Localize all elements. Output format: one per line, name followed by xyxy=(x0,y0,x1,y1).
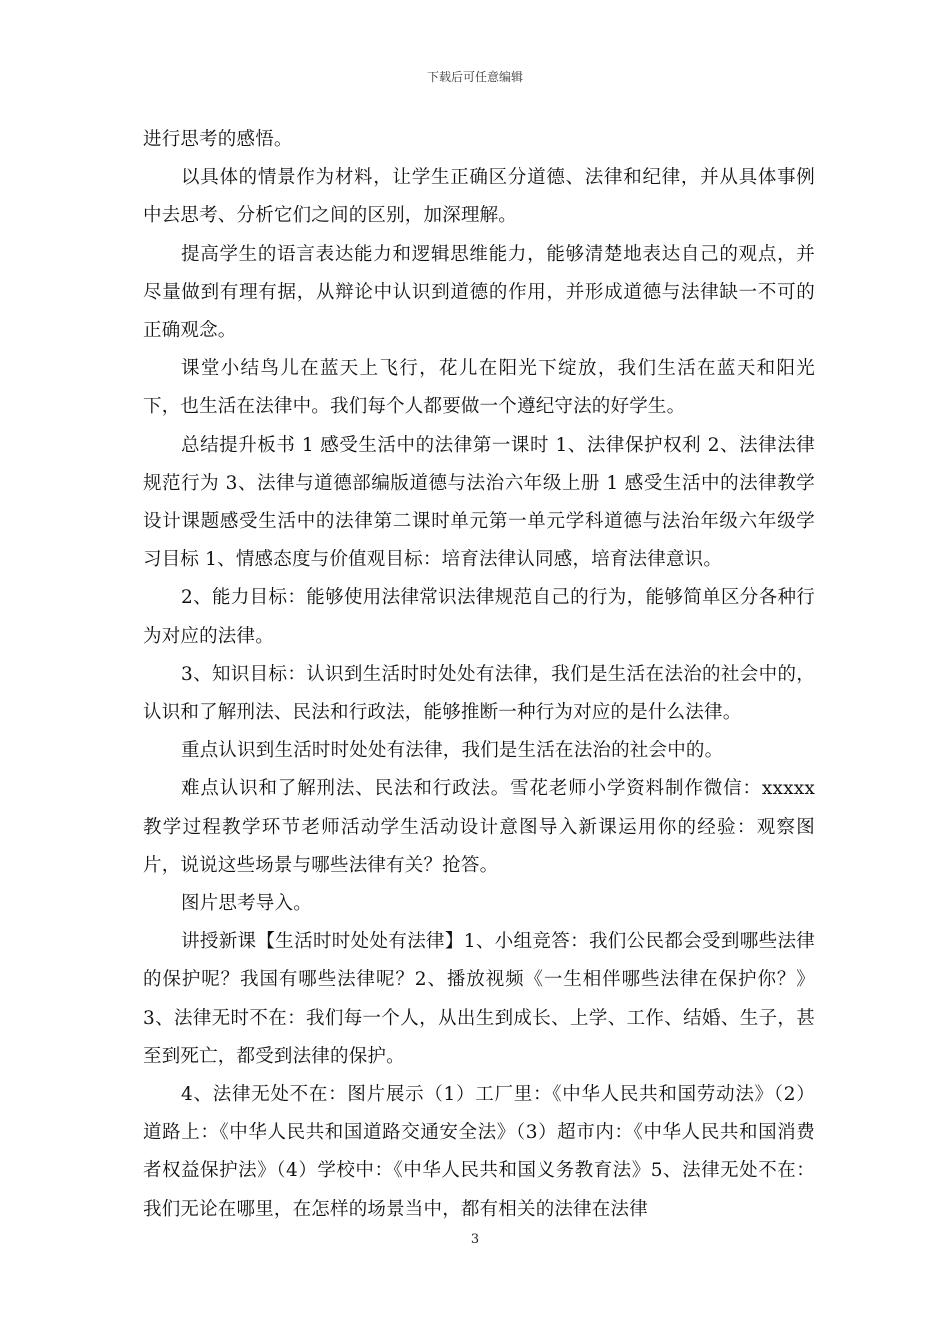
paragraph-1: 进行思考的感悟。 xyxy=(143,129,293,150)
paragraph-11: 讲授新课【生活时时处处有法律】1、小组竞答：我们公民都会受到哪些法律的保护呢？我国有哪些法律呢？2、播放视频《一生相伴哪些法律在保护你？》3、法律无时不在：我们每一个人，从出生到成长、上学、工作、结婚、生子，甚至到死亡，都受到法律的保护。 xyxy=(143,931,815,1067)
paragraph-8: 重点认识到生活时时处处有法律，我们是生活在法治的社会中的。 xyxy=(181,740,724,762)
page-number: 3 xyxy=(470,1232,480,1247)
paragraph-3: 提高学生的语言表达能力和逻辑思维能力，能够清楚地表达自己的观点，并尽量做到有理有据，从辩论中认识到道德的作用，并形成道德与法律缺一不可的正确观念。 xyxy=(143,243,815,342)
paragraph-7: 3、知识目标：认识到生活时时处处有法律，我们是生活在法治的社会中的，认识和了解刑法、民法和行政法，能够推断一种行为对应的是什么法律。 xyxy=(143,663,815,724)
paragraph-6: 2、能力目标：能够使用法律常识法律规范自己的行为，能够简单区分各种行为对应的法律。 xyxy=(143,587,815,647)
paragraph-12: 4、法律无处不在：图片展示（1）工厂里：《中华人民共和国劳动法》（2）道路上：《中华人民共和国道路交通安全法》（3）超市内：《中华人民共和国消费者权益保护法》（4）学校中：《中华人民共和国义务教育法》5、法律无处不在：我们无论在哪里，在怎样的场景当中，都有相关的法律在法律 xyxy=(143,1084,815,1220)
document-body xyxy=(143,121,815,1229)
paragraph-9: 难点认识和了解刑法、民法和行政法。雪花老师小学资料制作微信：xxxxx 教学过程教学环节老师活动学生活动设计意图导入新课运用你的经验：观察图片，说说这些场景与哪些法律有关？抢答。 xyxy=(143,778,815,876)
paragraph-4: 课堂小结鸟儿在蓝天上飞行，花儿在阳光下绽放，我们生活在蓝天和阳光下，也生活在法律中。我们每个人都要做一个遵纪守法的好学生。 xyxy=(143,358,815,418)
paragraph-5: 总结提升板书 1 感受生活中的法律第一课时 1、法律保护权利 2、法律法律规范行为 3、法律与道德部编版道德与法治六年级上册 1 感受生活中的法律教学设计课题感受生活中的法律第二课时单元第一单元学科道德与法治年级六年级学习目标 1、情感态度与价值观目标：培育法律认同感，培育法律意识。 xyxy=(143,434,815,571)
paragraph-10: 图片思考导入。 xyxy=(181,893,312,915)
paragraph-2: 以具体的情景作为材料，让学生正确区分道德、法律和纪律，并从具体事例中去思考、分析它们之间的区别，加深理解。 xyxy=(143,167,815,227)
page-header: 下载后可任意编辑 xyxy=(426,70,523,84)
